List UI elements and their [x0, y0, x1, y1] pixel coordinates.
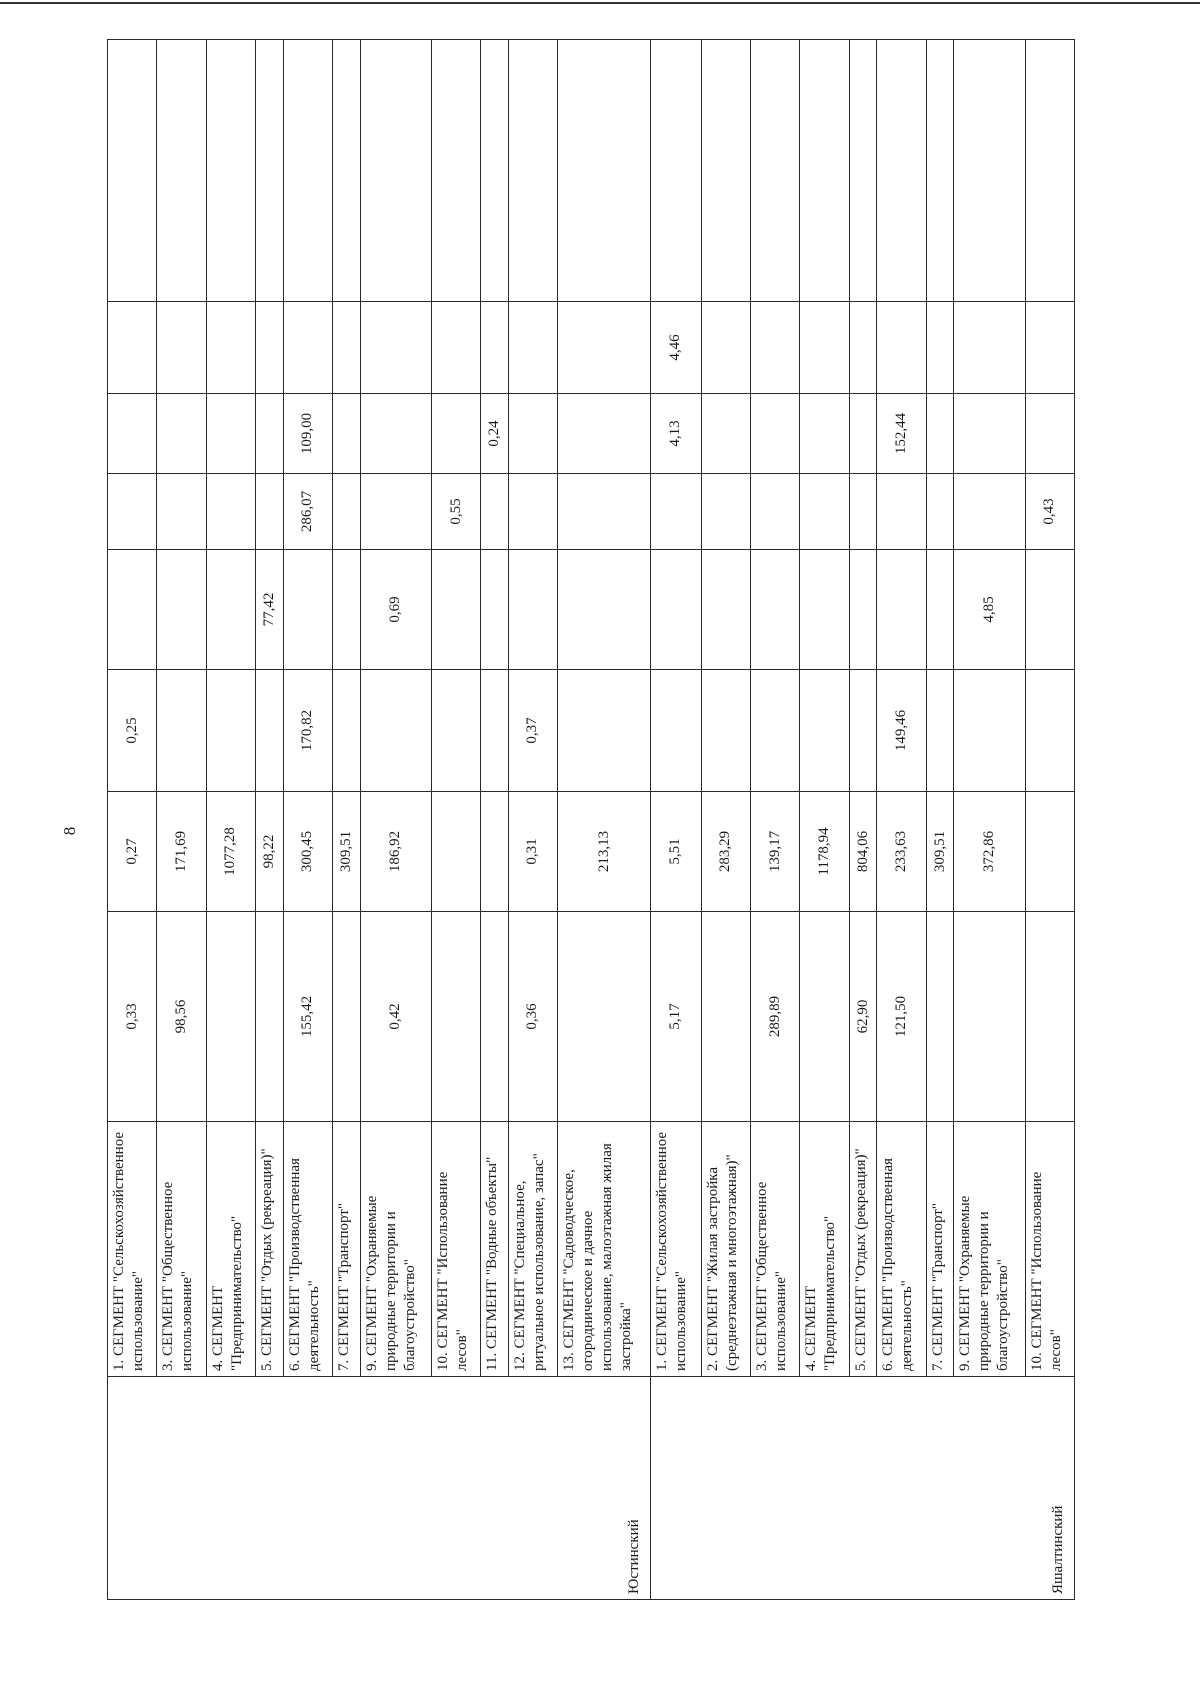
table-row: [333, 40, 361, 1600]
value-cell: [701, 40, 750, 302]
value-cell: 0,42: [360, 912, 431, 1122]
value-cell: [926, 670, 954, 792]
segment-name-cell: 7. СЕГМЕНТ "Транспорт": [926, 1122, 954, 1377]
value-cell: [800, 394, 849, 474]
table-row: [926, 40, 954, 1600]
table-row: [108, 40, 157, 1600]
value-cell: [508, 394, 557, 474]
value-cell: [800, 40, 849, 302]
value-cell: 0,55: [431, 474, 480, 550]
cadastral-value-table: [107, 39, 1075, 1600]
segment-name-cell: 4. СЕГМЕНТ "Предпринимательство": [800, 1122, 849, 1377]
rotated-page-content: [107, 40, 1075, 1600]
value-cell: [360, 474, 431, 550]
value-cell: [431, 394, 480, 474]
segment-name-cell: 5. СЕГМЕНТ "Отдых (рекреация)": [849, 1122, 877, 1377]
value-cell: [926, 550, 954, 670]
segment-name-cell: 7. СЕГМЕНТ "Транспорт": [333, 1122, 361, 1377]
value-cell: [954, 40, 1025, 302]
segment-name-cell: 10. СЕГМЕНТ "Использование лесов": [1025, 1122, 1074, 1377]
page-number: 8: [60, 826, 79, 836]
value-cell: 0,31: [508, 792, 557, 912]
value-cell: [157, 474, 206, 550]
value-cell: [283, 550, 332, 670]
value-cell: [954, 302, 1025, 394]
value-cell: 309,51: [926, 792, 954, 912]
value-cell: 0,37: [508, 670, 557, 792]
value-cell: 171,69: [157, 792, 206, 912]
value-cell: [481, 670, 509, 792]
value-cell: 98,56: [157, 912, 206, 1122]
value-cell: [651, 550, 702, 670]
value-cell: [849, 394, 877, 474]
value-cell: [558, 394, 651, 474]
value-cell: [558, 670, 651, 792]
value-cell: 5,51: [651, 792, 702, 912]
value-cell: [508, 302, 557, 394]
value-cell: [751, 394, 800, 474]
value-cell: [283, 302, 332, 394]
value-cell: 186,92: [360, 792, 431, 912]
value-cell: [481, 302, 509, 394]
value-cell: [431, 302, 480, 394]
table-row: [508, 40, 557, 1600]
value-cell: [926, 40, 954, 302]
value-cell: [360, 40, 431, 302]
value-cell: 1178,94: [800, 792, 849, 912]
segment-name-cell: 3. СЕГМЕНТ "Общественное использование": [157, 1122, 206, 1377]
table-body: [108, 40, 1075, 1600]
table-row: [701, 40, 750, 1600]
value-cell: 0,69: [360, 550, 431, 670]
value-cell: [256, 394, 284, 474]
value-cell: [751, 302, 800, 394]
value-cell: [333, 912, 361, 1122]
value-cell: 4,85: [954, 550, 1025, 670]
value-cell: 372,86: [954, 792, 1025, 912]
value-cell: [877, 302, 926, 394]
value-cell: [701, 550, 750, 670]
value-cell: [751, 550, 800, 670]
value-cell: 1077,28: [206, 792, 255, 912]
value-cell: [481, 474, 509, 550]
value-cell: [206, 550, 255, 670]
value-cell: [651, 40, 702, 302]
value-cell: [360, 302, 431, 394]
value-cell: [651, 670, 702, 792]
value-cell: [431, 912, 480, 1122]
segment-name-cell: 2. СЕГМЕНТ "Жилая застройка (среднеэтажная и многоэтажная)": [701, 1122, 750, 1377]
value-cell: [701, 302, 750, 394]
value-cell: [108, 394, 157, 474]
value-cell: [701, 670, 750, 792]
value-cell: [206, 40, 255, 302]
value-cell: [206, 474, 255, 550]
table-row: [283, 40, 332, 1600]
table-row: [206, 40, 255, 1600]
value-cell: [157, 394, 206, 474]
segment-name-cell: 10. СЕГМЕНТ "Использование лесов": [431, 1122, 480, 1377]
value-cell: [558, 302, 651, 394]
value-cell: [108, 302, 157, 394]
value-cell: 152,44: [877, 394, 926, 474]
value-cell: [1025, 40, 1074, 302]
table-row: [751, 40, 800, 1600]
value-cell: [256, 670, 284, 792]
value-cell: [360, 394, 431, 474]
value-cell: [157, 40, 206, 302]
value-cell: 0,24: [481, 394, 509, 474]
value-cell: [954, 474, 1025, 550]
table-row: [431, 40, 480, 1600]
table-row: [954, 40, 1025, 1600]
value-cell: 98,22: [256, 792, 284, 912]
table-row: [558, 40, 651, 1600]
segment-name-cell: 11. СЕГМЕНТ "Водные объекты": [481, 1122, 509, 1377]
value-cell: [926, 394, 954, 474]
value-cell: [256, 302, 284, 394]
value-cell: [849, 550, 877, 670]
table-row: [651, 40, 702, 1600]
value-cell: [558, 912, 651, 1122]
value-cell: 121,50: [877, 912, 926, 1122]
segment-name-cell: 12. СЕГМЕНТ "Специальное, ритуальное использование, запас": [508, 1122, 557, 1377]
value-cell: [108, 550, 157, 670]
value-cell: 109,00: [283, 394, 332, 474]
value-cell: 149,46: [877, 670, 926, 792]
table-row: [481, 40, 509, 1600]
value-cell: [256, 474, 284, 550]
value-cell: [954, 394, 1025, 474]
value-cell: [157, 302, 206, 394]
value-cell: [701, 474, 750, 550]
value-cell: 804,06: [849, 792, 877, 912]
value-cell: [283, 40, 332, 302]
value-cell: [1025, 912, 1074, 1122]
value-cell: [926, 912, 954, 1122]
table-row: [157, 40, 206, 1600]
value-cell: [206, 302, 255, 394]
segment-name-cell: 13. СЕГМЕНТ "Садоводческое, огородническое и дачное использование, малоэтажная жилая застройка": [558, 1122, 651, 1377]
value-cell: 309,51: [333, 792, 361, 912]
value-cell: [508, 550, 557, 670]
value-cell: [926, 474, 954, 550]
value-cell: 62,90: [849, 912, 877, 1122]
segment-name-cell: 1. СЕГМЕНТ "Сельскохозяйственное использование": [108, 1122, 157, 1377]
segment-name-cell: 9. СЕГМЕНТ "Охраняемые природные территории и благоустройство": [954, 1122, 1025, 1377]
value-cell: [800, 912, 849, 1122]
value-cell: [360, 670, 431, 792]
value-cell: [751, 40, 800, 302]
value-cell: 77,42: [256, 550, 284, 670]
value-cell: [481, 550, 509, 670]
value-cell: [206, 394, 255, 474]
value-cell: [256, 912, 284, 1122]
value-cell: [256, 40, 284, 302]
value-cell: [481, 40, 509, 302]
value-cell: [333, 670, 361, 792]
table-row: [1025, 40, 1074, 1600]
segment-name-cell: 1. СЕГМЕНТ "Сельскохозяйственное использование": [651, 1122, 702, 1377]
value-cell: [926, 302, 954, 394]
value-cell: [431, 670, 480, 792]
value-cell: 289,89: [751, 912, 800, 1122]
value-cell: [1025, 670, 1074, 792]
value-cell: 0,43: [1025, 474, 1074, 550]
segment-name-cell: 4. СЕГМЕНТ "Предпринимательство": [206, 1122, 255, 1377]
value-cell: [1025, 394, 1074, 474]
value-cell: [333, 302, 361, 394]
value-cell: [954, 670, 1025, 792]
value-cell: [431, 792, 480, 912]
segment-name-cell: 6. СЕГМЕНТ "Производственная деятельность": [877, 1122, 926, 1377]
value-cell: 283,29: [701, 792, 750, 912]
value-cell: [800, 474, 849, 550]
value-cell: [849, 474, 877, 550]
segment-name-cell: 6. СЕГМЕНТ "Производственная деятельность": [283, 1122, 332, 1377]
value-cell: [800, 670, 849, 792]
value-cell: 300,45: [283, 792, 332, 912]
value-cell: 0,25: [108, 670, 157, 792]
value-cell: [333, 394, 361, 474]
value-cell: [877, 40, 926, 302]
value-cell: [558, 550, 651, 670]
value-cell: [481, 912, 509, 1122]
value-cell: 4,46: [651, 302, 702, 394]
value-cell: 213,13: [558, 792, 651, 912]
value-cell: [849, 302, 877, 394]
value-cell: [206, 670, 255, 792]
segment-name-cell: 9. СЕГМЕНТ "Охраняемые природные территории и благоустройство": [360, 1122, 431, 1377]
value-cell: [481, 792, 509, 912]
table-row: [800, 40, 849, 1600]
value-cell: 0,36: [508, 912, 557, 1122]
value-cell: [431, 40, 480, 302]
value-cell: [701, 394, 750, 474]
value-cell: [1025, 302, 1074, 394]
value-cell: [651, 474, 702, 550]
table-row: [849, 40, 877, 1600]
table-row: [360, 40, 431, 1600]
value-cell: [157, 670, 206, 792]
value-cell: [206, 912, 255, 1122]
value-cell: [800, 550, 849, 670]
value-cell: 4,13: [651, 394, 702, 474]
value-cell: 5,17: [651, 912, 702, 1122]
segment-name-cell: 3. СЕГМЕНТ "Общественное использование": [751, 1122, 800, 1377]
value-cell: [1025, 792, 1074, 912]
value-cell: [508, 40, 557, 302]
value-cell: [751, 474, 800, 550]
value-cell: [1025, 550, 1074, 670]
value-cell: [800, 302, 849, 394]
value-cell: [877, 550, 926, 670]
scan-edge-line: [0, 2, 1200, 4]
table-row: [256, 40, 284, 1600]
value-cell: [108, 474, 157, 550]
value-cell: [954, 912, 1025, 1122]
value-cell: [333, 40, 361, 302]
value-cell: [157, 550, 206, 670]
value-cell: 170,82: [283, 670, 332, 792]
value-cell: [108, 40, 157, 302]
value-cell: [849, 670, 877, 792]
value-cell: [849, 40, 877, 302]
value-cell: [877, 474, 926, 550]
value-cell: 0,33: [108, 912, 157, 1122]
value-cell: [701, 912, 750, 1122]
value-cell: [431, 550, 480, 670]
value-cell: [558, 474, 651, 550]
value-cell: [333, 474, 361, 550]
value-cell: [508, 474, 557, 550]
segment-name-cell: 5. СЕГМЕНТ "Отдых (рекреация)": [256, 1122, 284, 1377]
district-name-cell: Яшалтинский: [651, 1377, 1075, 1600]
value-cell: 286,07: [283, 474, 332, 550]
value-cell: [751, 670, 800, 792]
value-cell: 139,17: [751, 792, 800, 912]
district-name-cell: Юстинский: [108, 1377, 651, 1600]
value-cell: 0,27: [108, 792, 157, 912]
value-cell: 155,42: [283, 912, 332, 1122]
table-row: [877, 40, 926, 1600]
value-cell: [558, 40, 651, 302]
value-cell: 233,63: [877, 792, 926, 912]
value-cell: [333, 550, 361, 670]
